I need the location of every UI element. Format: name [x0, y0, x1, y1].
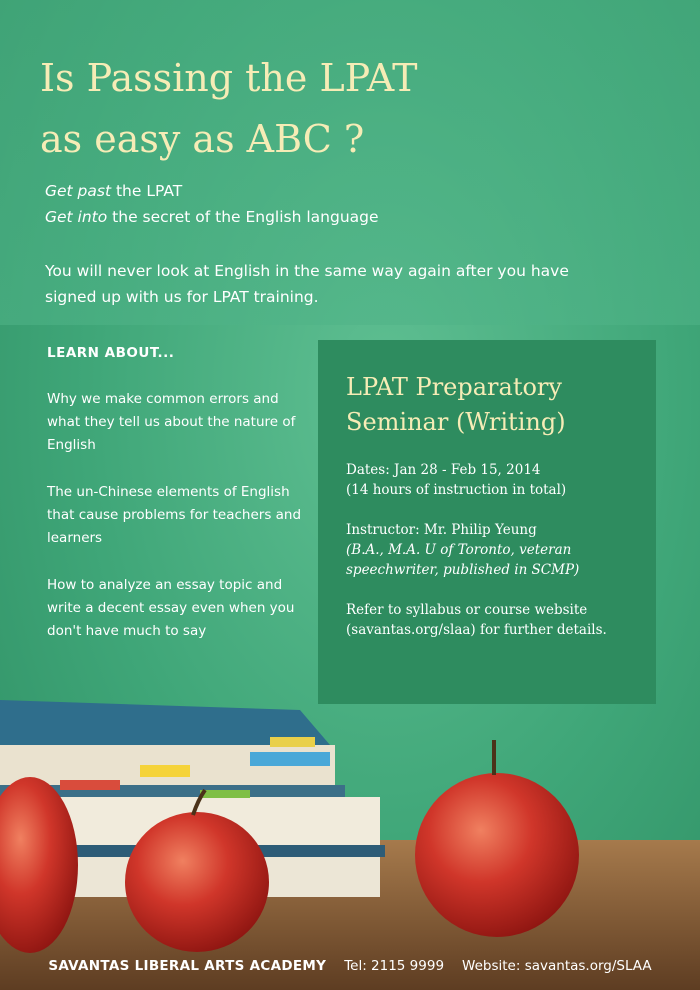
headline-line-2: as easy as ABC ?: [40, 117, 365, 161]
intro-paragraph: You will never look at English in the same way again after you have signed up with us for LPAT training.: [45, 262, 569, 306]
seminar-title: [346, 370, 628, 440]
seminar-instructor: [346, 520, 628, 580]
instructor-credentials: (B.A., M.A. U of Toronto, veteran speechwriter, published in SCMP): [346, 542, 580, 578]
tagline-text-1: the LPAT: [111, 182, 183, 200]
headline-line-1: Is Passing the LPAT: [40, 56, 418, 100]
seminar-refer: Refer to syllabus or course website (savantas.org/slaa) for further details.: [346, 602, 607, 638]
learn-item: The un-Chinese elements of English that cause problems for teachers and learners: [47, 484, 302, 546]
seminar-title-line-2: Seminar (Writing): [346, 408, 566, 436]
seminar-title-line-1: LPAT Preparatory: [346, 373, 562, 401]
learn-item: How to analyze an essay topic and write a decent essay even when you don't have much to say: [47, 577, 295, 639]
instructor-text: Instructor: Mr. Philip Yeung: [346, 522, 537, 538]
website: Website: savantas.org/SLAA: [462, 958, 652, 974]
tagline: [45, 178, 379, 230]
headline: [40, 48, 417, 170]
tagline-text-2: the secret of the English language: [107, 208, 379, 226]
apple-right: [415, 740, 579, 937]
tagline-emphasis-1: Get past: [45, 182, 112, 200]
telephone: Tel: 2115 9999: [344, 958, 445, 974]
tagline-line-2: [45, 204, 379, 230]
seminar-info-box: [318, 340, 656, 704]
tagline-line-1: [45, 178, 379, 204]
academy-name: SAVANTAS LIBERAL ARTS ACADEMY: [48, 958, 327, 974]
seminar-dates: [346, 460, 628, 500]
tagline-emphasis-2: Get into: [45, 208, 108, 226]
footer: [0, 942, 700, 990]
hours-text: (14 hours of instruction in total): [346, 482, 567, 498]
learn-item: Why we make common errors and what they tell us about the nature of English: [47, 391, 296, 453]
learn-about-heading: LEARN ABOUT...: [47, 345, 175, 361]
learn-about-list: [47, 388, 312, 667]
dates-text: Dates: Jan 28 - Feb 15, 2014: [346, 462, 541, 478]
